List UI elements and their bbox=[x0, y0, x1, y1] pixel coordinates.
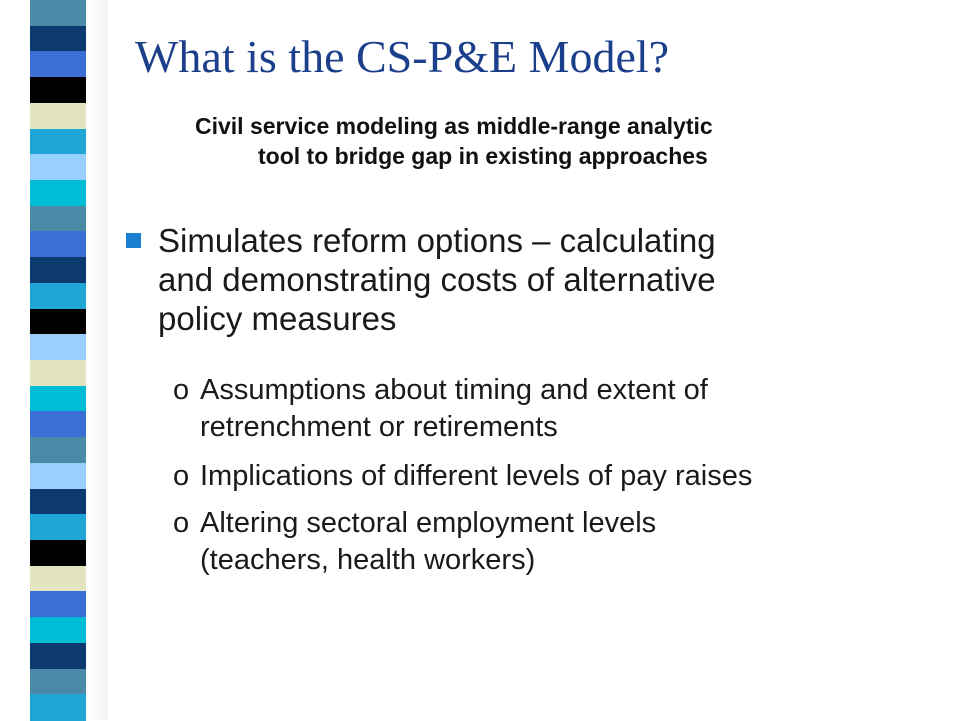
stripe-block bbox=[30, 514, 86, 540]
stripe-block bbox=[30, 257, 86, 283]
slide-title: What is the CS-P&E Model? bbox=[135, 31, 670, 82]
stripe-block bbox=[30, 51, 86, 77]
stripe-block bbox=[30, 180, 86, 206]
stripe-block bbox=[30, 694, 86, 720]
stripe-block bbox=[30, 566, 86, 592]
sub-bullet-text bbox=[200, 458, 930, 495]
stripe-block bbox=[30, 411, 86, 437]
stripe-block bbox=[30, 437, 86, 463]
subtitle-line: Civil service modeling as middle-range analytic bbox=[195, 113, 713, 139]
stripe-block bbox=[30, 591, 86, 617]
slide-subtitle bbox=[195, 111, 915, 171]
bullet-line: and demonstrating costs of alternative bbox=[158, 261, 716, 298]
sub-bullet-line: (teachers, health workers) bbox=[200, 544, 536, 576]
stripe-block bbox=[30, 643, 86, 669]
stripe-block bbox=[30, 617, 86, 643]
stripe-block bbox=[30, 669, 86, 695]
stripe-block bbox=[30, 283, 86, 309]
sub-bullet-text bbox=[200, 505, 930, 579]
stripe-block bbox=[30, 231, 86, 257]
bullet-line: Simulates reform options – calculating bbox=[158, 222, 716, 259]
stripe-shadow bbox=[86, 0, 108, 720]
stripe-block bbox=[30, 206, 86, 232]
stripe-block bbox=[30, 540, 86, 566]
sub-bullet-line: retrenchment or retirements bbox=[200, 411, 558, 443]
square-bullet-icon bbox=[126, 233, 141, 248]
stripe-block bbox=[30, 0, 86, 26]
stripe-block bbox=[30, 129, 86, 155]
stripe-block bbox=[30, 77, 86, 103]
sub-bullet-text bbox=[200, 372, 930, 446]
subtitle-line: tool to bridge gap in existing approaches bbox=[258, 143, 708, 169]
circle-bullet-icon: o bbox=[173, 374, 190, 406]
stripe-block bbox=[30, 463, 86, 489]
stripe-block bbox=[30, 334, 86, 360]
stripe-block bbox=[30, 360, 86, 386]
stripe-block bbox=[30, 154, 86, 180]
bullet-line: policy measures bbox=[158, 300, 397, 337]
decorative-side-stripe bbox=[30, 0, 86, 720]
stripe-block bbox=[30, 386, 86, 412]
sub-bullet-line: Implications of different levels of pay raises bbox=[200, 460, 753, 492]
stripe-block bbox=[30, 103, 86, 129]
stripe-block bbox=[30, 309, 86, 335]
stripe-block bbox=[30, 489, 86, 515]
stripe-block bbox=[30, 26, 86, 52]
circle-bullet-icon: o bbox=[173, 507, 190, 539]
sub-bullet-line: Assumptions about timing and extent of bbox=[200, 374, 708, 406]
circle-bullet-icon: o bbox=[173, 460, 190, 492]
sub-bullet-line: Altering sectoral employment levels bbox=[200, 507, 657, 539]
main-bullet-text bbox=[158, 221, 918, 338]
